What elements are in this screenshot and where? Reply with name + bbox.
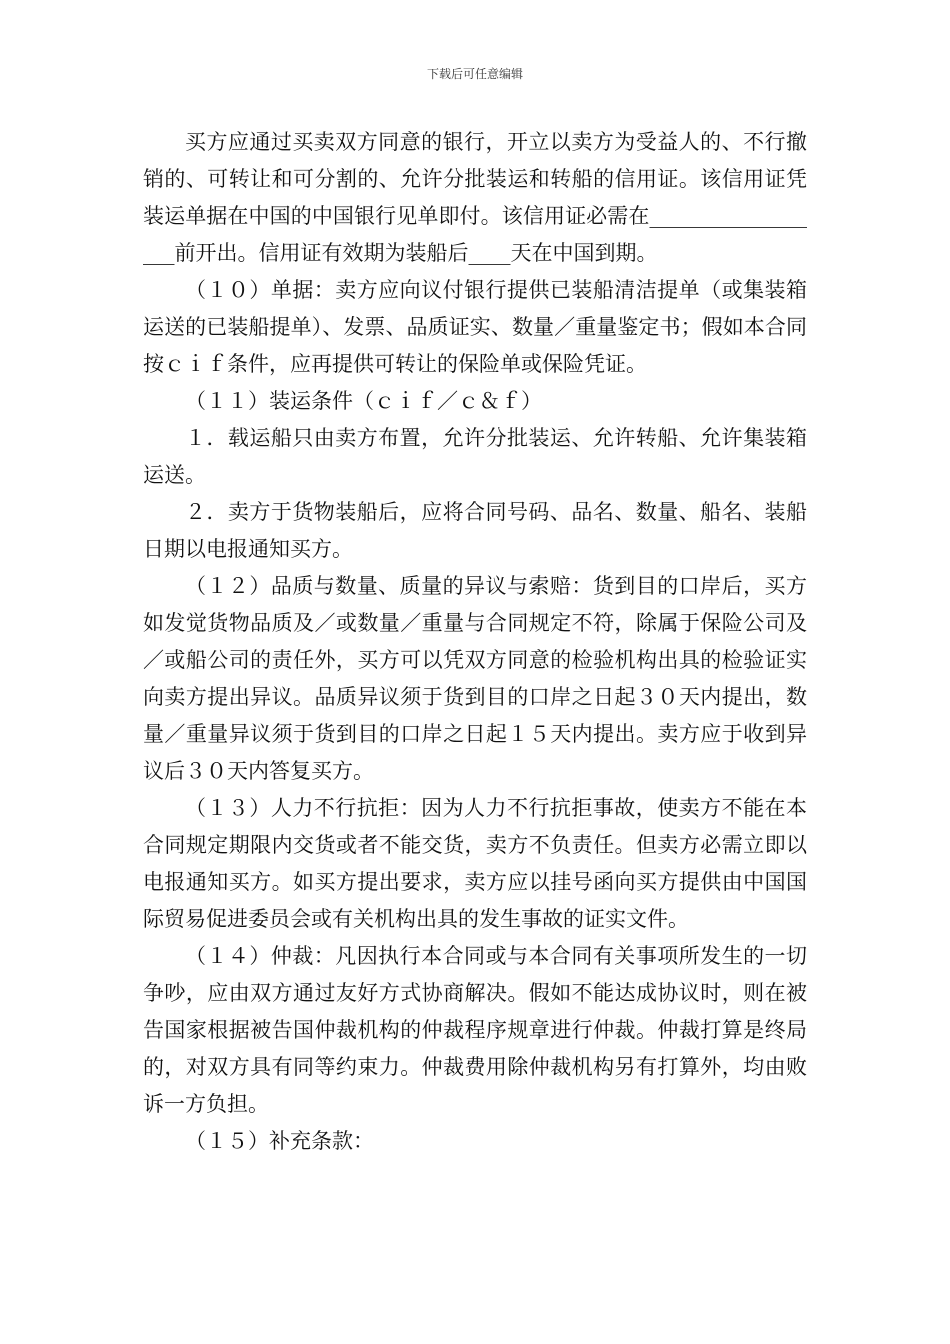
- paragraph-shipping-terms-heading: （１１）装运条件（ｃｉｆ／ｃ＆ｆ）: [185, 389, 542, 413]
- paragraph-force-majeure: （１３）人力不行抗拒：因为人力不行抗拒事故，使卖方不能在本合同规定期限内交货或者不能交货，卖方不负责任。但卖方必需立即以电报通知买方。如买方提出要求，卖方应以挂号函向买方提供由中国国际贸易促进委员会或有关机构出具的发生事故的证实文件。: [143, 796, 807, 931]
- document-body: [143, 124, 807, 1160]
- paragraph-shipping-term-1: １．载运船只由卖方布置，允许分批装运、允许转船、允许集装箱运送。: [143, 426, 807, 487]
- paragraph-letter-of-credit: 买方应通过买卖双方同意的银行，开立以卖方为受益人的、不行撤销的、可转让和可分割的、允许分批装运和转船的信用证。该信用证凭装运单据在中国的中国银行见单即付。该信用证必需在__________________前开出。信用证有效期为装船后____天在中国到期。: [143, 130, 807, 265]
- paragraph-arbitration: （１４）仲裁：凡因执行本合同或与本合同有关事项所发生的一切争吵，应由双方通过友好方式协商解决。假如不能达成协议时，则在被告国家根据被告国仲裁机构的仲裁程序规章进行仲裁。仲裁打算是终局的，对双方具有同等约束力。仲裁费用除仲裁机构另有打算外，均由败诉一方负担。: [143, 944, 807, 1116]
- page-header: 下载后可任意编辑: [426, 67, 523, 81]
- paragraph-documents: （１０）单据：卖方应向议付银行提供已装船清洁提单（或集装箱运送的已装船提单）、发票、品质证实、数量／重量鉴定书；假如本合同按ｃｉｆ条件，应再提供可转让的保险单或保险凭证。: [143, 278, 807, 376]
- paragraph-supplementary-clauses: （１５）补充条款：: [185, 1129, 374, 1153]
- paragraph-shipping-term-2: ２．卖方于货物装船后，应将合同号码、品名、数量、船名、装船日期以电报通知买方。: [143, 500, 807, 561]
- paragraph-claims: （１２）品质与数量、质量的异议与索赔：货到目的口岸后，买方如发觉货物品质及／或数量／重量与合同规定不符，除属于保险公司及／或船公司的责任外，买方可以凭双方同意的检验机构出具的检验证实向卖方提出异议。品质异议须于货到目的口岸之日起３０天内提出，数量／重量异议须于货到目的口岸之日起１５天内提出。卖方应于收到异议后３０天内答复买方。: [143, 574, 807, 783]
